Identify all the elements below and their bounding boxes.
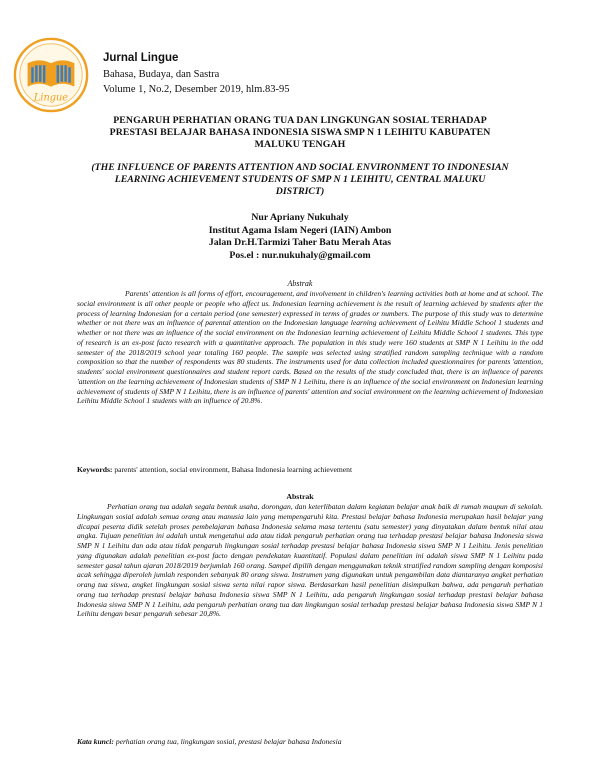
paper-title: PENGARUH PERHATIAN ORANG TUA DAN LINGKUNGAN SOSIAL TERHADAP PRESTASI BELAJAR BAHASA INDONESIA SISWA SMP N 1 LEIHITU KABUPATEN MALUKU TENGAH — [109, 115, 491, 150]
keywords-text: parents' attention, social environment, Bahasa Indonesia learning achievement — [112, 465, 353, 474]
journal-name: Jurnal Lingue — [103, 52, 179, 64]
journal-subtitle: Bahasa, Budaya, dan Sastra — [103, 69, 220, 80]
logo-text: Lingue — [33, 92, 69, 104]
keywords-label: Keywords: — [77, 465, 113, 474]
keywords-indonesian — [77, 737, 543, 746]
abstract-heading-indonesian: Abstrak — [286, 492, 314, 501]
journal-volume: Volume 1, No.2, Desember 2019, hlm.83-95 — [103, 84, 290, 95]
abstract-english — [77, 289, 543, 406]
author-email: Pos.el : nur.nukuhaly@gmail.com — [229, 249, 371, 261]
paper-title-english: (THE INFLUENCE OF PARENTS ATTENTION AND SOCIAL ENVIRONMENT TO INDONESIAN LEARNING ACHIEVEMENT STUDENTS OF SMP N 1 LEIHITU, CENTRAL MALUKU DISTRICT) — [91, 162, 509, 197]
kata-kunci-label: Kata kunci: — [77, 737, 114, 746]
abstract-indonesian — [77, 502, 543, 619]
author-name: Nur Apriany Nukuhaly — [251, 212, 349, 223]
journal-logo — [12, 36, 90, 114]
author-block — [100, 212, 500, 262]
abstract-english-text: Parents' attention is all forms of effort, encouragement, and involvement in children's learning activities both at home and at school. The social environment is all other people or people who affect us. Indonesian learning achievement is the result of learning achieved by students after the process of learning Indonesian for a certain period (one semester) expressed in terms of grades or numbers. The purpose of this study was to determine whether or not there was an influence of parental attention on the Indonesian language learning achievement of Leihitu Middle School 1 students and whether or not there was an influence of the social environment on the Indonesian learning achievement of Leihitu Middle School 1 students. This type of research is an ex-post facto research with a quantitative approach. The population in this study were 160 students at SMP N 1 Leihitu in the odd semester of the 2018/2019 school year totaling 160 people. The sample was selected using stratified random sampling technique with a random composition so that the number of respondents was 80 students. The instruments used for data collection included questionnaires for parents 'attention, students' social environment questionnaires and student report cards. Based on the results of the study concluded that, there is an influence of parents 'attention on the learning achievement of Indonesian students of SMP N 1 Leihitu, there is an influence of the social environment on Indonesian learning achievement of students of SMP N 1 Leihitu, there is an influence of parents' attention and social environment on the learning achievement of Indonesian Leihitu Middle School 1 students with an influence of 20.8%. — [77, 289, 543, 406]
keywords-english — [77, 465, 543, 474]
author-address: Jalan Dr.H.Tarmizi Taher Batu Merah Atas — [208, 237, 392, 248]
abstract-heading: Abstrak — [287, 279, 313, 288]
author-institution: Institut Agama Islam Negeri (IAIN) Ambon — [208, 224, 392, 236]
kata-kunci-text: perhatian orang tua, lingkungan sosial, prestasi belajar bahasa Indonesia — [113, 737, 342, 746]
abstract-indonesian-text: Perhatian orang tua adalah segala bentuk usaha, dorongan, dan keterlibatan dalam kegiatan belajar anak baik di rumah maupun di sekolah. Lingkungan sosial adalah semua orang atau manusia lain yang mempengaruhi kita. Prestasi belajar bahasa Indonesia merupakan hasil belajar yang dicapai peserta didik setelah proses pembelajaran bahasa Indonesia selama masa tertentu (satu semester) yang dinyatakan dalam bentuk nilai atau angka. Tujuan penelitian ini adalah untuk mengetahui ada atau tidak pengaruh perhatian orang tua terhadap prestasi belajar bahasa Indonesia siswa SMP N 1 Leihitu dan ada atau tidak pengaruh lingkungan sosial terhadap prestasi belajar bahasa Indonesia siswa SMP N 1 Leihitu. Jenis penelitian yang digunakan adalah penelitian ex-post facto dengan pendekatan kuantitatif. Populasi dalam penelitian ini adalah siswa SMP N 1 Leihitu pada semester gasal tahun ajaran 2018/2019 berjumlah 160 orang. Sampel dipilih dengan menggunakan teknik stratified random sampling dengan komposisi acak sehingga diperoleh jumlah responden sebanyak 80 orang siswa. Instrumen yang digunakan untuk pengambilan data diantaranya angket perhatian orang tua siswa, angket lingkungan sosial siswa serta nilai rapor siswa. Berdasarkan hasil penelitian disimpulkan bahwa, ada pengaruh perhatian orang tua terhadap prestasi belajar bahasa Indonesia siswa SMP N 1 Leihitu, ada pengaruh lingkungan sosial terhadap prestasi belajar bahasa Indonesia siswa SMP N 1 Leihitu, ada pengaruh perhatian orang tua dan lingkungan sosial terhadap prestasi belajar bahasa Indonesia siswa SMP N 1 Leihitu dengan besar pengaruh sebesar 20,8%. — [77, 502, 543, 619]
